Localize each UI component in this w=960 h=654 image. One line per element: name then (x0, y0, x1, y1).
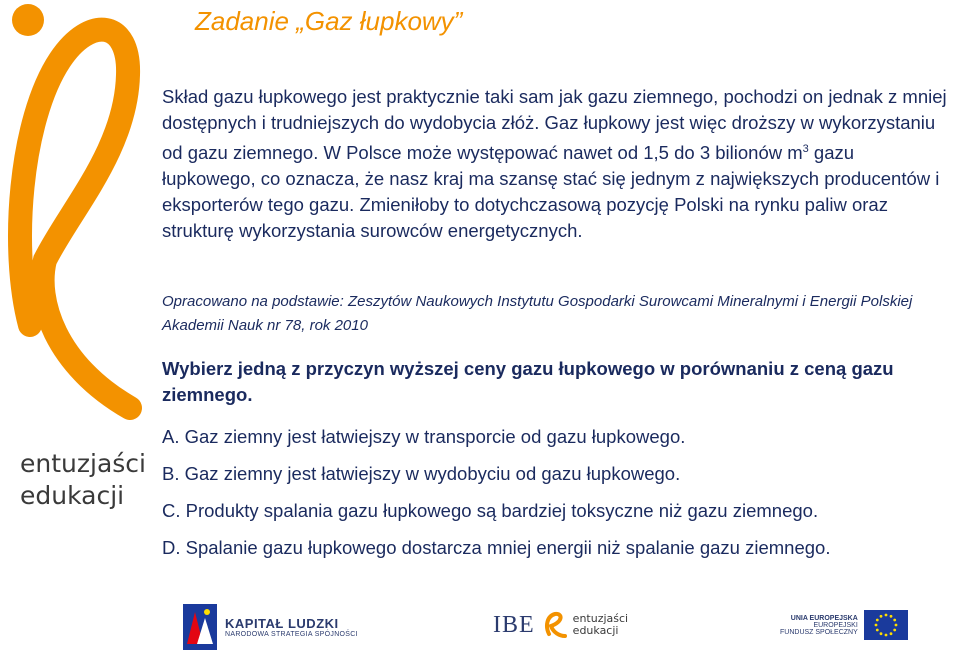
eu-line-3: FUNDUSZ SPOŁECZNY (780, 628, 858, 636)
brand-wordmark (20, 448, 146, 512)
eu-logo (780, 610, 908, 640)
brand-line-2: edukacji (20, 481, 125, 510)
page-title: Zadanie „Gaz łupkowy” (195, 6, 463, 36)
ibe-logo (493, 610, 628, 640)
answer-option-c[interactable]: C. Produkty spalania gazu łupkowego są bardziej toksyczne niż gazu ziemnego. (162, 500, 819, 521)
brand-line-1: entuzjaści (20, 449, 146, 478)
body-text-part2: gazu łupkowego, co oznacza, że nasz kraj ma szansę stać się jednym z największych producentów i eksporterów tego gazu. Zmieniłoby to dotychczasową pozycję Polski na rynku paliw oraz strukturę wykorzystania surowców energetycznych. (162, 142, 940, 242)
kapital-ludzki-subtitle: NARODOWA STRATEGIA SPÓJNOŚCI (225, 631, 358, 638)
kapital-ludzki-icon (183, 604, 217, 650)
footer-logos (0, 600, 960, 654)
entuzjasci-e-logo (0, 0, 150, 420)
eu-line-2: EUROPEJSKI (813, 621, 858, 629)
ibe-sub-line-1: entuzjaści (572, 612, 629, 625)
kapital-ludzki-logo (183, 604, 358, 650)
small-e-icon (543, 610, 567, 640)
answer-option-b[interactable]: B. Gaz ziemny jest łatwiejszy w wydobyciu od gazu łupkowego. (162, 463, 681, 484)
kapital-ludzki-title: KAPITAŁ LUDZKI (225, 616, 339, 631)
answer-option-d[interactable]: D. Spalanie gazu łupkowego dostarcza mniej energii niż spalanie gazu ziemnego. (162, 537, 831, 558)
answer-list (162, 424, 952, 572)
ibe-wordmark: IBE (493, 611, 535, 638)
body-paragraph (162, 84, 952, 244)
question-text: Wybierz jedną z przyczyn wyższej ceny gazu łupkowego w porównaniu z ceną gazu ziemnego. (162, 358, 894, 405)
answer-option-a[interactable]: A. Gaz ziemny jest łatwiejszy w transporcie od gazu łupkowego. (162, 426, 686, 447)
eu-line-1: UNIA EUROPEJSKA (790, 614, 858, 622)
source-citation: Opracowano na podstawie: Zeszytów Naukowych Instytutu Gospodarki Surowcami Mineralnymi i Energii Polskiej Akademii Nauk nr 78, rok 2010 (162, 293, 913, 334)
body-superscript: 3 (802, 143, 809, 155)
ibe-sub-line-2: edukacji (572, 624, 619, 637)
body-text-part1: Skład gazu łupkowego jest praktycznie taki sam jak gazu ziemnego, pochodzi on jednak z mniej dostępnych i trudniejszych do wydobycia złóż. Gaz łupkowy jest więc droższy w wykorzystaniu od gazu ziemnego. W Polsce może występować nawet od 1,5 do 3 bilionów m (162, 86, 947, 164)
eu-flag-icon (864, 610, 908, 640)
